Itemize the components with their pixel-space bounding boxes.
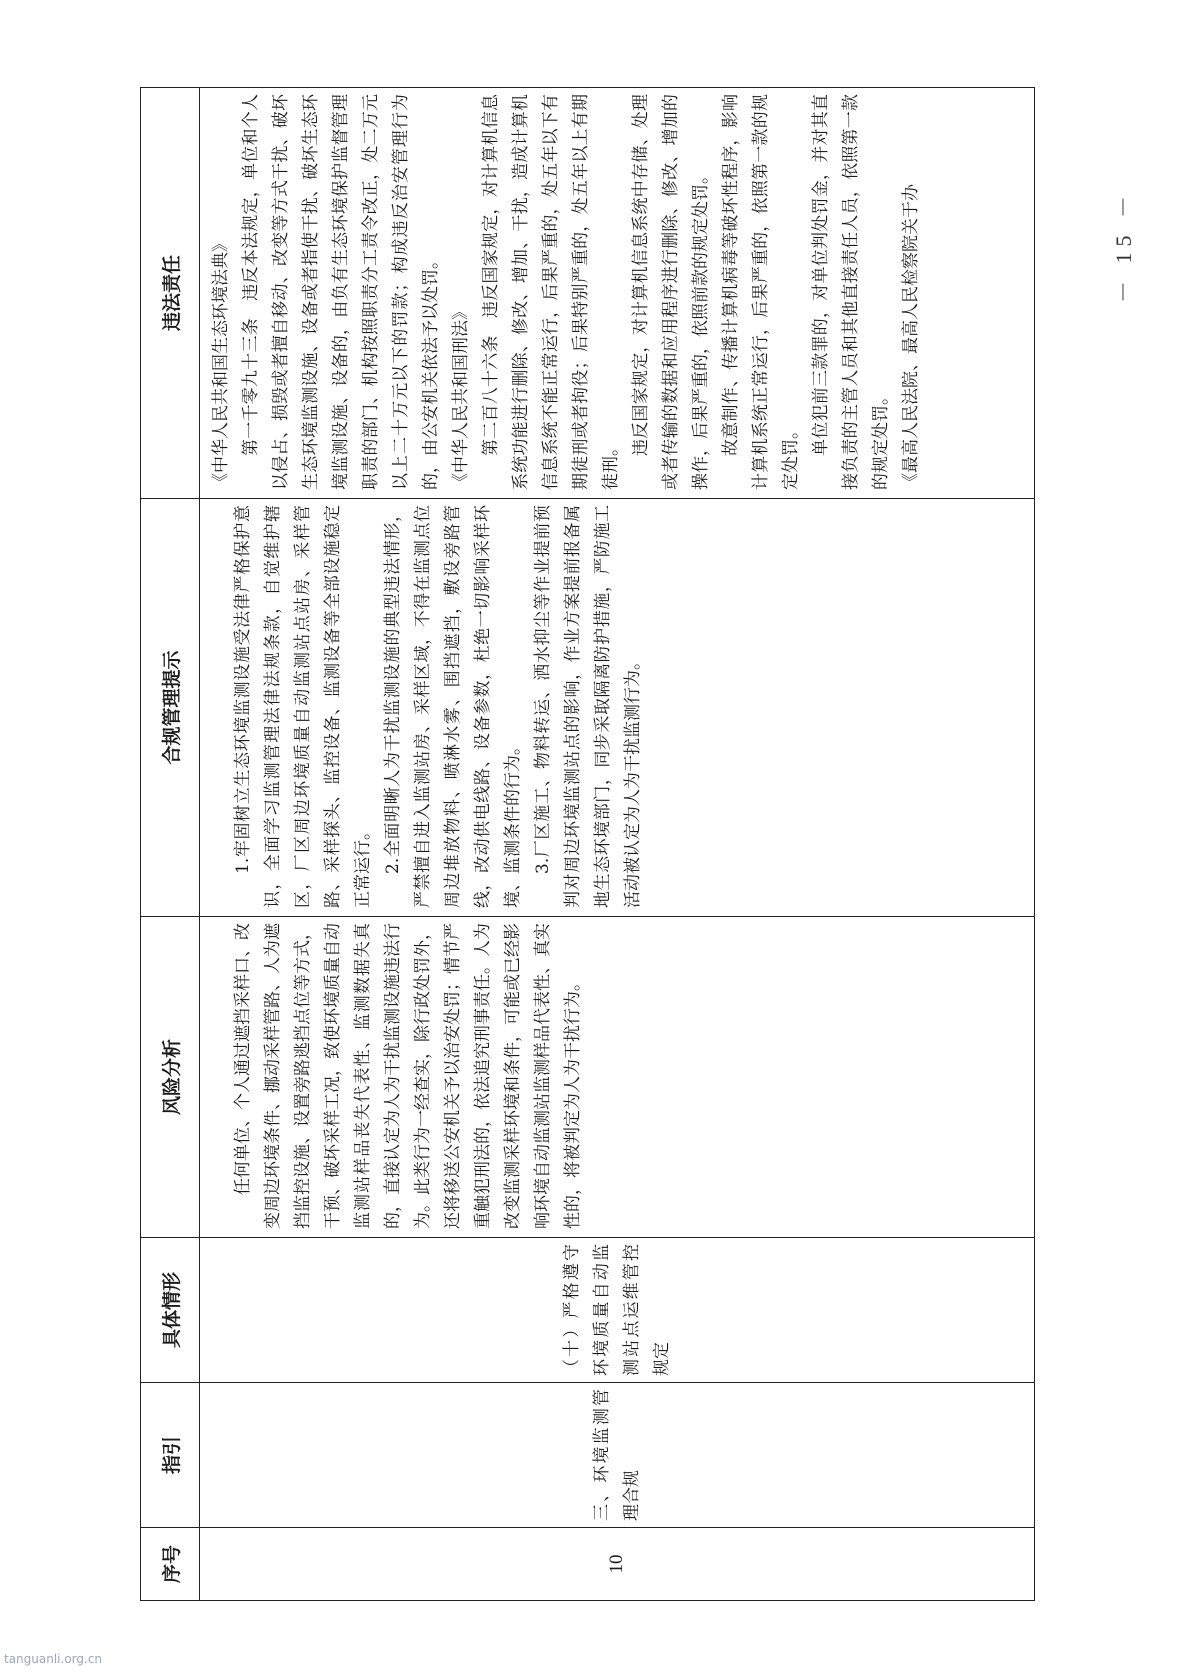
header-seq: 序号 bbox=[141, 1528, 200, 1601]
law-title: 《中华人民共和国刑法》 bbox=[451, 303, 471, 490]
table-header-row bbox=[141, 88, 200, 1601]
table-row bbox=[200, 88, 1035, 1601]
header-compliance: 合规管理提示 bbox=[141, 499, 200, 917]
risk-text: 任何单位、个人通过遮挡采样口、改变周边环境条件、挪动采样管路、人为遮挡监控设施、设置旁路逃挡点位等方式，干预、破坏采样工况，致使环境质量自动监测站样品丧失代表性、监测数据失真的，直接认定为人为干扰监测设施违法行为。此类行为一经查实，除行政处罚外，还将移送公安机关予以治安处罚；情节严重触犯刑法的，依法追究刑事责任。人为改变监测采样环境和条件，可能或已经影响环境自动监测站监测样品代表性、真实性的，将被判定为人为干扰行为。 bbox=[233, 923, 583, 1229]
page-number: － 15 － bbox=[1111, 190, 1136, 304]
compliance-item: 3.厂区施工、物料转运、洒水抑尘等作业提前预判对周边环境监测站点的影响，作业方案提前报备属地生态环境部门，同步采取隔离防护措施，严防施工活动被认定为人为干扰监测行为。 bbox=[533, 505, 643, 908]
watermark: tanguanli.org.cn bbox=[4, 1652, 103, 1666]
liability-paragraph: 第二百八十六条 违反国家规定，对计算机信息系统功能进行删除、修改、增加、干扰，造成计算机信息系统不能正常运行，后果严重的，处五年以下有期徒刑或者拘役；后果特别严重的，处五年以上有期徒刑。 bbox=[481, 94, 621, 490]
header-risk: 风险分析 bbox=[141, 917, 200, 1238]
header-liability: 违法责任 bbox=[141, 88, 200, 499]
liability-paragraph: 故意制作、传播计算机病毒等破坏性程序，影响计算机系统正常运行，后果严重的，依照第一款的规定处罚。 bbox=[721, 94, 801, 490]
compliance-table bbox=[140, 87, 1035, 1601]
compliance-item: 2.全面明晰人为干扰监测设施的典型违法情形，严禁擅自进入监测站房、采样区域，不得在监测点位周边堆放物料、喷淋水雾、围挡遮挡，敷设旁路管线，改动供电线路、设备参数，杜绝一切影响采样环境、监测条件的行为。 bbox=[383, 505, 523, 908]
liability-paragraph: 违反国家规定，对计算机信息系统中存储、处理或者传输的数据和应用程序进行删除、修改、增加的操作，后果严重的，依照前款的规定处罚。 bbox=[631, 94, 711, 490]
liability-paragraph: 第一千零九十三条 违反本法规定，单位和个人以侵占、损毁或者擅自移动、改变等方式干扰、破坏生态环境监测设施、设备或者指使干扰、破坏生态环境监测设施、设备的，由负有生态环境保护监督管理职责的部门、机构按照职责分工责令改正，处二万元以上二十万元以下的罚款；构成违反治安管理行为的，由公安机关依法予以处罚。 bbox=[241, 94, 441, 490]
cell-seq: 10 bbox=[200, 1528, 1035, 1601]
rotated-table-wrapper bbox=[140, 88, 1035, 1601]
cell-risk bbox=[200, 917, 1035, 1238]
cell-liability bbox=[200, 88, 1035, 499]
cell-compliance bbox=[200, 499, 1035, 917]
header-guide: 指引 bbox=[141, 1383, 200, 1528]
compliance-item: 1.牢固树立生态环境监测设施受法律严格保护意识，全面学习监测管理法律法规条款，自觉维护辖区，厂区周边环境质量自动监测站点站房、采样管路、采样探头、监控设备、监测设备等全部设施稳定正常运行。 bbox=[233, 505, 373, 908]
law-title: 《最高人民法院、最高人民检察院关于办 bbox=[901, 184, 921, 490]
header-case: 具体情形 bbox=[141, 1238, 200, 1383]
liability-paragraph: 单位犯前三款罪的，对单位判处罚金，并对其直接负责的主管人员和其他直接责任人员，依照第一款的规定处罚。 bbox=[811, 94, 891, 490]
cell-guide: 三、环境监测管理合规 bbox=[200, 1383, 1035, 1528]
cell-case: （十）严格遵守环境质量自动监测站点运维管控规定 bbox=[200, 1238, 1035, 1383]
law-title: 《中华人民共和国生态环境法典》 bbox=[211, 235, 231, 490]
